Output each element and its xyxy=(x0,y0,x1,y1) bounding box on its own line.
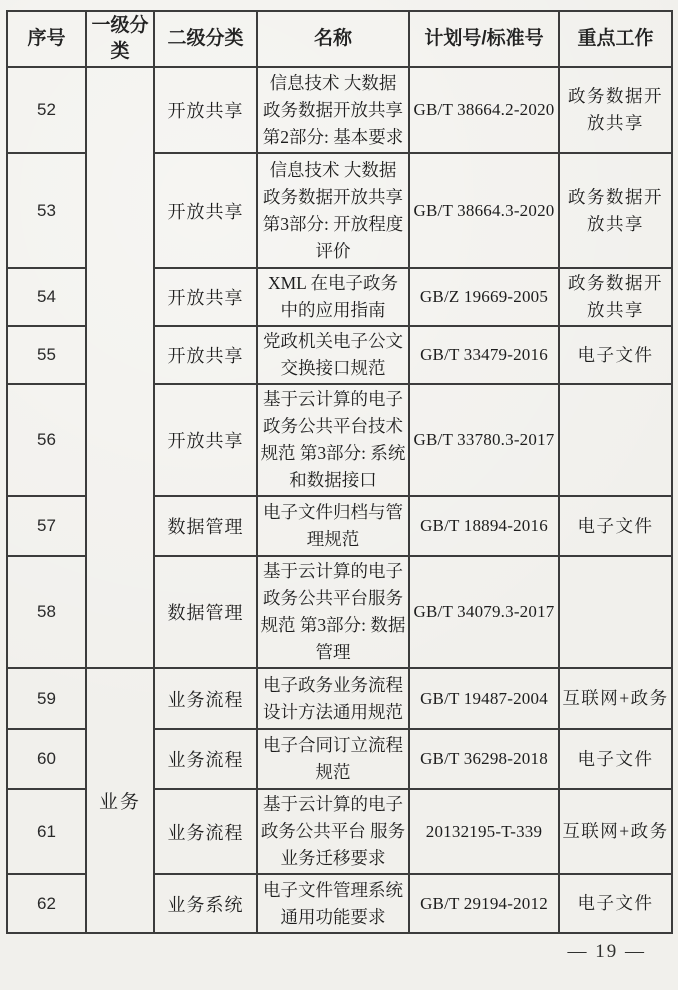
serial-number-cell: 53 xyxy=(7,153,86,268)
level2-category-cell: 业务流程 xyxy=(154,789,257,874)
key-work-cell: 互联网+政务 xyxy=(559,789,672,874)
header-plan-standard-number: 计划号/标准号 xyxy=(409,11,559,67)
standard-number-cell: GB/T 19487-2004 xyxy=(409,668,559,729)
serial-number-cell: 52 xyxy=(7,67,86,153)
serial-number-cell: 61 xyxy=(7,789,86,874)
standard-name-cell: 基于云计算的电子政务公共平台 服务业务迁移要求 xyxy=(257,789,409,874)
standard-name-cell: 电子合同订立流程规范 xyxy=(257,729,409,789)
level2-category-cell: 业务流程 xyxy=(154,729,257,789)
level2-category-cell: 开放共享 xyxy=(154,326,257,384)
key-work-cell: 政务数据开放共享 xyxy=(559,153,672,268)
serial-number-cell: 58 xyxy=(7,556,86,668)
key-work-cell: 电子文件 xyxy=(559,729,672,789)
header-serial-number: 序号 xyxy=(7,11,86,67)
serial-number-cell: 62 xyxy=(7,874,86,933)
standard-name-cell: 信息技术 大数据 政务数据开放共享 第2部分: 基本要求 xyxy=(257,67,409,153)
serial-number-cell: 55 xyxy=(7,326,86,384)
standard-number-cell: GB/T 38664.3-2020 xyxy=(409,153,559,268)
level2-category-cell: 开放共享 xyxy=(154,67,257,153)
standard-name-cell: 基于云计算的电子政务公共平台服务规范 第3部分: 数据管理 xyxy=(257,556,409,668)
standard-number-cell: GB/Z 19669-2005 xyxy=(409,268,559,326)
standard-name-cell: 基于云计算的电子政务公共平台技术规范 第3部分: 系统和数据接口 xyxy=(257,384,409,496)
standard-number-cell: GB/T 18894-2016 xyxy=(409,496,559,556)
level2-category-cell: 数据管理 xyxy=(154,496,257,556)
standard-number-cell: GB/T 33780.3-2017 xyxy=(409,384,559,496)
header-name: 名称 xyxy=(257,11,409,67)
standard-name-cell: 党政机关电子公文交换接口规范 xyxy=(257,326,409,384)
standard-number-cell: GB/T 29194-2012 xyxy=(409,874,559,933)
standard-name-cell: XML 在电子政务中的应用指南 xyxy=(257,268,409,326)
key-work-cell xyxy=(559,384,672,496)
level1-category-cell xyxy=(86,67,154,668)
level2-category-cell: 业务流程 xyxy=(154,668,257,729)
key-work-cell: 电子文件 xyxy=(559,496,672,556)
serial-number-cell: 59 xyxy=(7,668,86,729)
level2-category-cell: 开放共享 xyxy=(154,384,257,496)
standard-number-cell: GB/T 34079.3-2017 xyxy=(409,556,559,668)
level1-category-cell: 业务 xyxy=(86,668,154,933)
level2-category-cell: 业务系统 xyxy=(154,874,257,933)
key-work-cell: 电子文件 xyxy=(559,874,672,933)
standard-name-cell: 信息技术 大数据 政务数据开放共享 第3部分: 开放程度评价 xyxy=(257,153,409,268)
serial-number-cell: 56 xyxy=(7,384,86,496)
table-header-row xyxy=(7,11,672,67)
standard-number-cell: 20132195-T-339 xyxy=(409,789,559,874)
level2-category-cell: 开放共享 xyxy=(154,268,257,326)
key-work-cell xyxy=(559,556,672,668)
standard-number-cell: GB/T 36298-2018 xyxy=(409,729,559,789)
key-work-cell: 政务数据开放共享 xyxy=(559,268,672,326)
key-work-cell: 电子文件 xyxy=(559,326,672,384)
serial-number-cell: 60 xyxy=(7,729,86,789)
standard-name-cell: 电子政务业务流程设计方法通用规范 xyxy=(257,668,409,729)
level2-category-cell: 数据管理 xyxy=(154,556,257,668)
header-level1-category: 一级分类 xyxy=(86,11,154,67)
key-work-cell: 互联网+政务 xyxy=(559,668,672,729)
standard-number-cell: GB/T 38664.2-2020 xyxy=(409,67,559,153)
level2-category-cell: 开放共享 xyxy=(154,153,257,268)
standards-table xyxy=(6,10,673,934)
serial-number-cell: 54 xyxy=(7,268,86,326)
key-work-cell: 政务数据开放共享 xyxy=(559,67,672,153)
standard-name-cell: 电子文件管理系统通用功能要求 xyxy=(257,874,409,933)
serial-number-cell: 57 xyxy=(7,496,86,556)
table-row xyxy=(7,668,672,729)
table-row xyxy=(7,67,672,153)
header-key-work: 重点工作 xyxy=(559,11,672,67)
page-number: — 19 — xyxy=(567,941,646,962)
standard-name-cell: 电子文件归档与管理规范 xyxy=(257,496,409,556)
standard-number-cell: GB/T 33479-2016 xyxy=(409,326,559,384)
header-level2-category: 二级分类 xyxy=(154,11,257,67)
